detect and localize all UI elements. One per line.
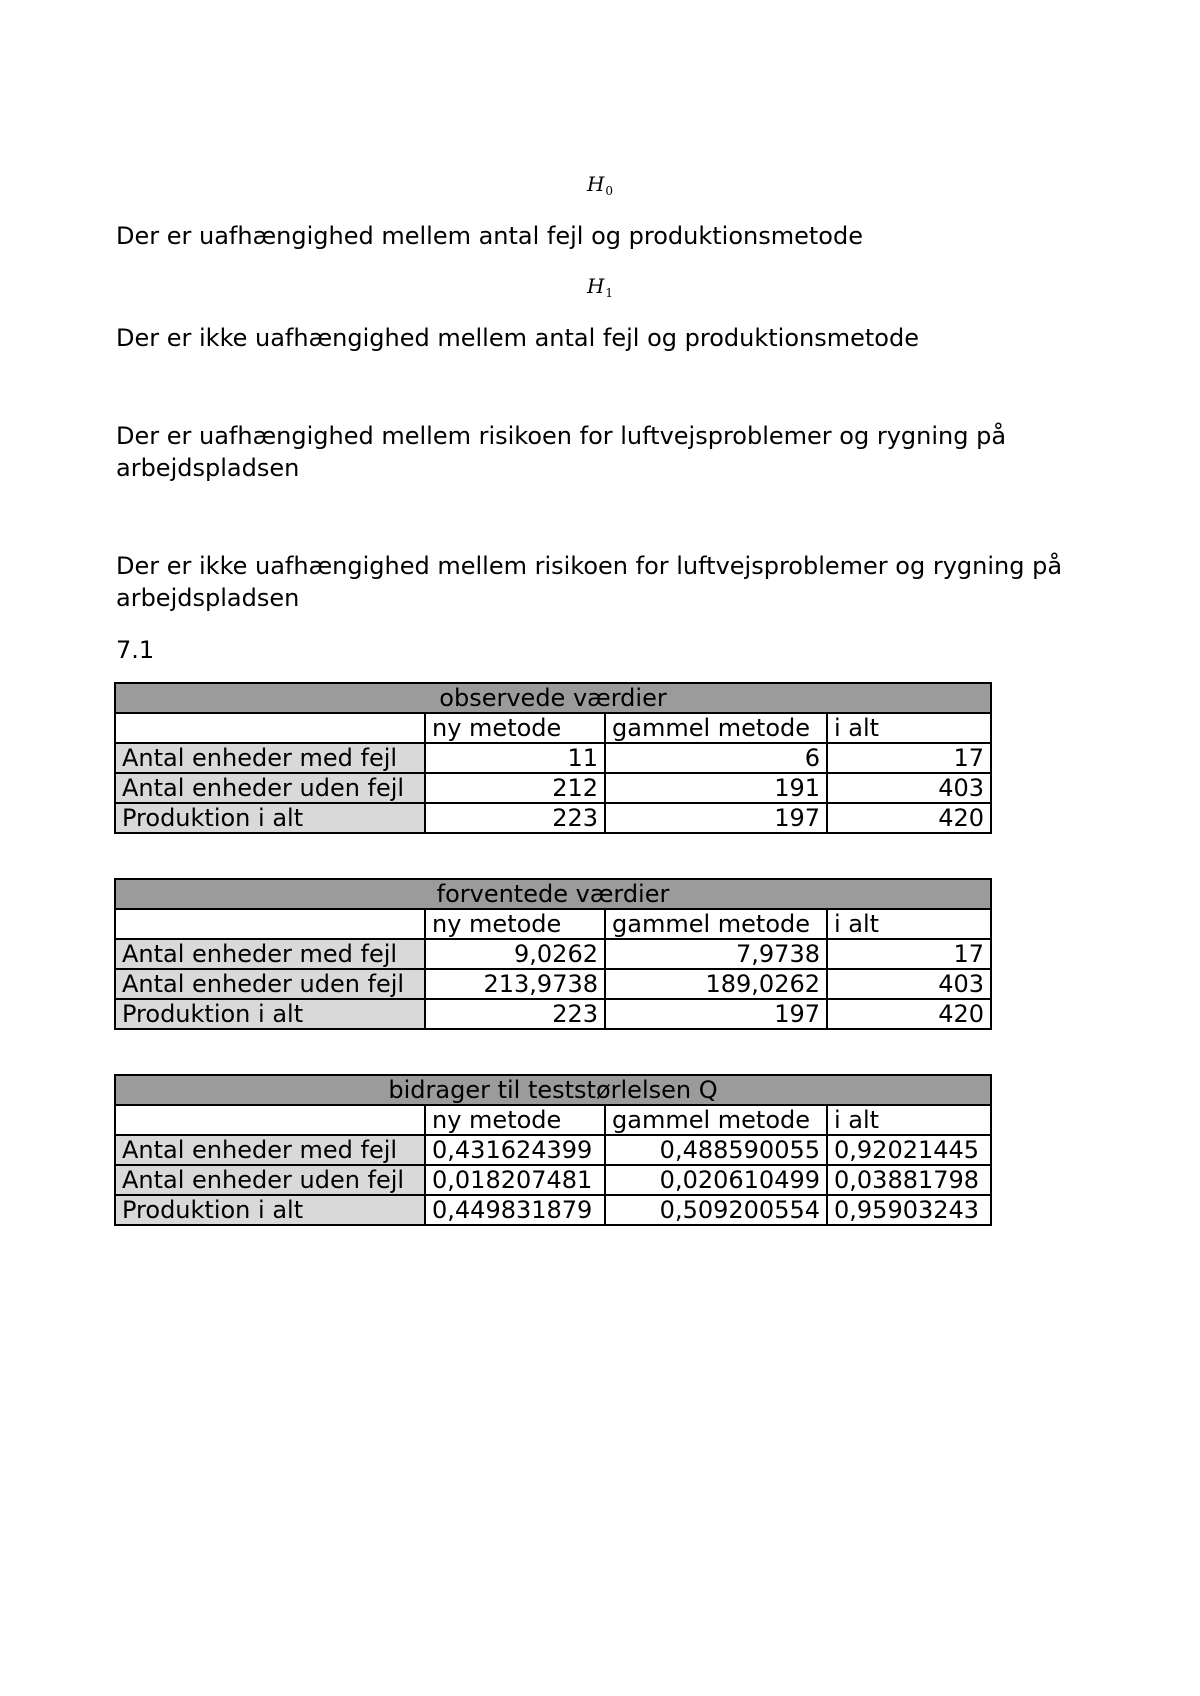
second-h1-text: Der er ikke uafhængighed mellem risikoen for luftvejsproblemer og rygning på arbejdspladsen: [116, 552, 1063, 612]
h1-letter: H: [586, 274, 605, 298]
header-i-alt: i alt: [827, 1105, 991, 1135]
row-label: Antal enheder med fejl: [115, 1135, 425, 1165]
table-row: [115, 803, 991, 833]
header-gammel-metode: gammel metode: [605, 713, 827, 743]
table-cell: 0,03881798: [827, 1165, 991, 1195]
contributions-table: [114, 1074, 992, 1226]
row-label: Produktion i alt: [115, 803, 425, 833]
table-row: [115, 1165, 991, 1195]
table-cell: 0,018207481: [425, 1165, 605, 1195]
table-cell: 17: [827, 743, 991, 773]
section-label: 7.1: [116, 636, 155, 664]
table-cell: 11: [425, 743, 605, 773]
header-gammel-metode: gammel metode: [605, 909, 827, 939]
table-cell: 0,431624399: [425, 1135, 605, 1165]
table-row: [115, 969, 991, 999]
header-empty: [115, 1105, 425, 1135]
table-cell: 0,95903243: [827, 1195, 991, 1225]
table-cell: 189,0262: [605, 969, 827, 999]
table-cell: 0,509200554: [605, 1195, 827, 1225]
row-label: Produktion i alt: [115, 999, 425, 1029]
table-row: [115, 773, 991, 803]
h0-text: Der er uafhængighed mellem antal fejl og produktionsmetode: [116, 222, 863, 250]
row-label: Antal enheder med fejl: [115, 743, 425, 773]
table-cell: 7,9738: [605, 939, 827, 969]
table-cell: 223: [425, 999, 605, 1029]
table-row: [115, 1135, 991, 1165]
header-empty: [115, 909, 425, 939]
table-row: [115, 1195, 991, 1225]
table-cell: 197: [605, 999, 827, 1029]
table-cell: 212: [425, 773, 605, 803]
row-label: Antal enheder uden fejl: [115, 773, 425, 803]
table-row: [115, 939, 991, 969]
second-h0-text: Der er uafhængighed mellem risikoen for luftvejsproblemer og rygning på arbejdspladsen: [116, 422, 1007, 482]
table-cell: 191: [605, 773, 827, 803]
h1-symbol: [0, 274, 1200, 300]
table-cell: 17: [827, 939, 991, 969]
header-ny-metode: ny metode: [425, 713, 605, 743]
table-row: [115, 743, 991, 773]
expected-table: [114, 878, 992, 1030]
row-label: Antal enheder uden fejl: [115, 1165, 425, 1195]
header-ny-metode: ny metode: [425, 1105, 605, 1135]
header-ny-metode: ny metode: [425, 909, 605, 939]
table-cell: 0,92021445: [827, 1135, 991, 1165]
table-cell: 403: [827, 969, 991, 999]
table-cell: 420: [827, 803, 991, 833]
table-cell: 0,020610499: [605, 1165, 827, 1195]
h1-text: Der er ikke uafhængighed mellem antal fejl og produktionsmetode: [116, 324, 919, 352]
row-label: Produktion i alt: [115, 1195, 425, 1225]
table-cell: 403: [827, 773, 991, 803]
table-cell: 6: [605, 743, 827, 773]
table-cell: 9,0262: [425, 939, 605, 969]
observed-table: [114, 682, 992, 834]
table-cell: 197: [605, 803, 827, 833]
h0-letter: H: [586, 172, 605, 196]
table-cell: 420: [827, 999, 991, 1029]
table-cell: 223: [425, 803, 605, 833]
h1-subscript: 1: [605, 286, 614, 300]
expected-title: forventede værdier: [115, 879, 991, 909]
h0-symbol: [0, 172, 1200, 198]
header-gammel-metode: gammel metode: [605, 1105, 827, 1135]
h0-subscript: 0: [605, 184, 614, 198]
table-cell: 213,9738: [425, 969, 605, 999]
row-label: Antal enheder med fejl: [115, 939, 425, 969]
table-row: [115, 999, 991, 1029]
header-i-alt: i alt: [827, 713, 991, 743]
table-cell: 0,488590055: [605, 1135, 827, 1165]
observed-title: observede værdier: [115, 683, 991, 713]
contributions-title: bidrager til teststørlelsen Q: [115, 1075, 991, 1105]
table-cell: 0,449831879: [425, 1195, 605, 1225]
header-empty: [115, 713, 425, 743]
header-i-alt: i alt: [827, 909, 991, 939]
row-label: Antal enheder uden fejl: [115, 969, 425, 999]
